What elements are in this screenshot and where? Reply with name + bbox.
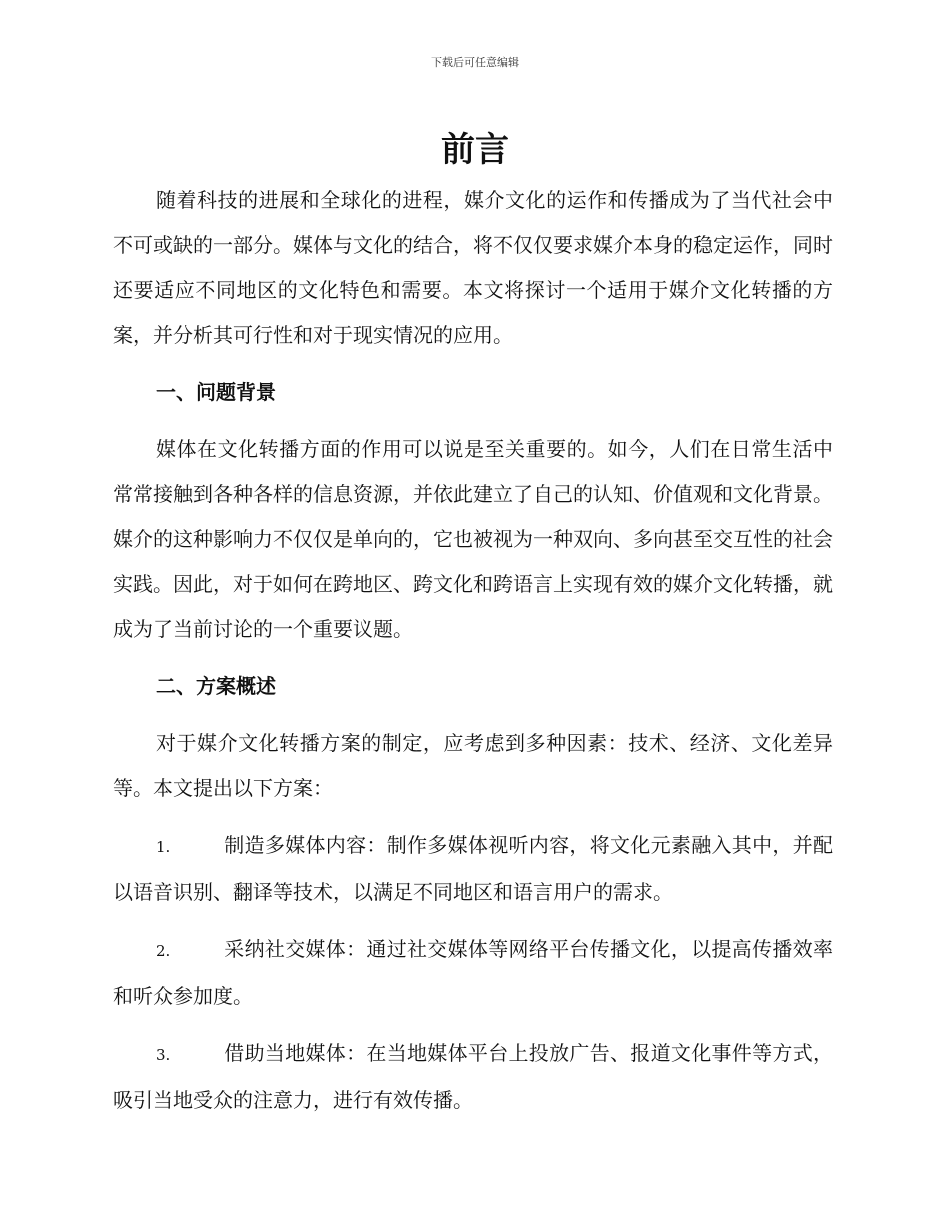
document-title: 前言	[441, 130, 509, 170]
list-item-number: 2.	[156, 942, 171, 960]
list-item	[113, 1031, 833, 1123]
list-item-text: 借助当地媒体：在当地媒体平台上投放广告、报道文化事件等方式，吸引当地受众的注意力，进行有效传播。	[113, 1041, 833, 1112]
section-heading-background: 一、问题背景	[156, 380, 276, 404]
list-item-number: 1.	[156, 838, 171, 856]
list-item-text: 采纳社交媒体：通过社交媒体等网络平台传播文化，以提高传播效率和听众参加度。	[113, 937, 833, 1008]
list-item	[113, 927, 833, 1019]
intro-paragraph: 随着科技的进展和全球化的进程，媒介文化的运作和传播成为了当代社会中不可或缺的一部分。媒体与文化的结合，将不仅仅要求媒介本身的稳定运作，同时还要适应不同地区的文化特色和需要。本文将探讨一个适用于媒介文化转播的方案，并分析其可行性和对于现实情况的应用。	[113, 188, 833, 347]
section-heading-overview: 二、方案概述	[156, 674, 276, 698]
list-item-number: 3.	[156, 1046, 171, 1064]
list-item	[113, 823, 833, 915]
list-item-text: 制造多媒体内容：制作多媒体视听内容，将文化元素融入其中，并配以语音识别、翻译等技术，以满足不同地区和语言用户的需求。	[113, 833, 833, 904]
document-body	[113, 178, 833, 1123]
section-paragraph-background: 媒体在文化转播方面的作用可以说是至关重要的。如今，人们在日常生活中常常接触到各种各样的信息资源，并依此建立了自己的认知、价值观和文化背景。媒介的这种影响力不仅仅是单向的，它也被视为一种双向、多向甚至交互性的社会实践。因此，对于如何在跨地区、跨文化和跨语言上实现有效的媒介文化转播，就成为了当前讨论的一个重要议题。	[113, 437, 833, 641]
section-paragraph-overview: 对于媒介文化转播方案的制定，应考虑到多种因素：技术、经济、文化差异等。本文提出以下方案：	[113, 731, 833, 800]
page-header-note: 下载后可任意编辑	[431, 56, 519, 69]
